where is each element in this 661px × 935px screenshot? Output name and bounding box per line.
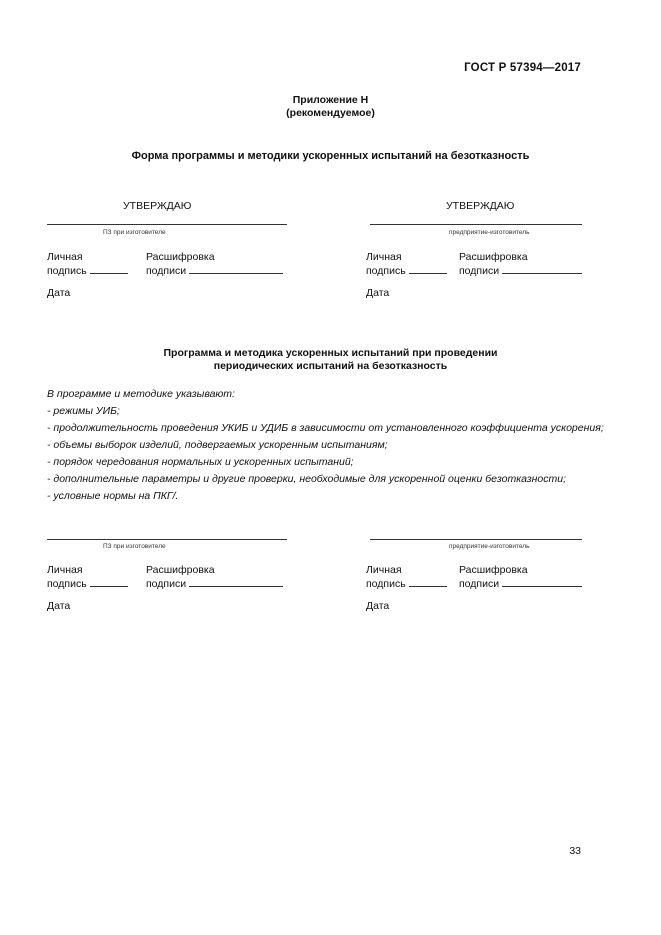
caption-right: предприятие-изготовитель — [449, 229, 530, 236]
date-label-right: Дата — [366, 287, 390, 299]
decoding-label-right-bottom: Расшифровка подписи — [459, 564, 582, 590]
list-item: - порядок чередования нормальных и ускоренных испытаний; — [47, 456, 354, 468]
caption-right-bottom: предприятие-изготовитель — [449, 543, 530, 550]
signature-blank — [409, 577, 447, 587]
signature-line-right — [370, 224, 582, 225]
approve-label-left: УТВЕРЖДАЮ — [123, 200, 192, 212]
signature-blank — [90, 264, 128, 274]
approve-label-right: УТВЕРЖДАЮ — [446, 200, 515, 212]
decoding-blank — [502, 577, 582, 587]
standard-number: ГОСТ Р 57394—2017 — [464, 62, 581, 74]
list-item: - дополнительные параметры и другие проверки, необходимые для ускоренной оценки безотказности; — [47, 473, 567, 485]
date-label-left: Дата — [47, 287, 71, 299]
caption-left-bottom: ПЗ при изготовителе — [103, 543, 166, 550]
caption-left: ПЗ при изготовителе — [103, 229, 166, 236]
decoding-label-left-bottom: Расшифровка подписи — [146, 564, 283, 590]
signature-label-right: Личная подпись — [366, 251, 447, 277]
date-label-right-bottom: Дата — [366, 600, 390, 612]
annex-heading — [0, 94, 661, 120]
list-item: - объемы выборок изделий, подвергаемых ускоренным испытаниям; — [47, 439, 388, 451]
signature-label-left: Личная подпись — [47, 251, 128, 277]
page-number: 33 — [569, 845, 581, 857]
list-item: - режимы УИБ; — [47, 405, 120, 417]
signature-line-left — [47, 224, 287, 225]
decoding-label-right: Расшифровка подписи — [459, 251, 582, 277]
form-title: Форма программы и методики ускоренных испытаний на безотказность — [131, 150, 530, 162]
decoding-blank — [189, 577, 283, 587]
date-label-left-bottom: Дата — [47, 600, 71, 612]
annex-title: Приложение Н — [292, 94, 369, 106]
signature-line-right-bottom — [370, 539, 582, 540]
signature-blank — [409, 264, 447, 274]
list-item: - условные нормы на ПКГ/. — [47, 490, 179, 502]
list-item: - продолжительность проведения УКИБ и УДИБ в зависимости от установленного коэффициента ускорения; — [47, 422, 604, 434]
list-item: В программе и методике указывают: — [47, 388, 235, 400]
decoding-blank — [189, 264, 283, 274]
signature-label-left-bottom: Личная подпись — [47, 564, 128, 590]
requirements-list — [47, 386, 604, 505]
annex-status: (рекомендуемое) — [286, 107, 375, 119]
signature-line-left-bottom — [47, 539, 287, 540]
decoding-blank — [502, 264, 582, 274]
section-title: Программа и методика ускоренных испытаний при проведении периодических испытаний на безотказность — [163, 347, 498, 372]
decoding-label-left: Расшифровка подписи — [146, 251, 283, 277]
signature-label-right-bottom: Личная подпись — [366, 564, 447, 590]
signature-blank — [90, 577, 128, 587]
